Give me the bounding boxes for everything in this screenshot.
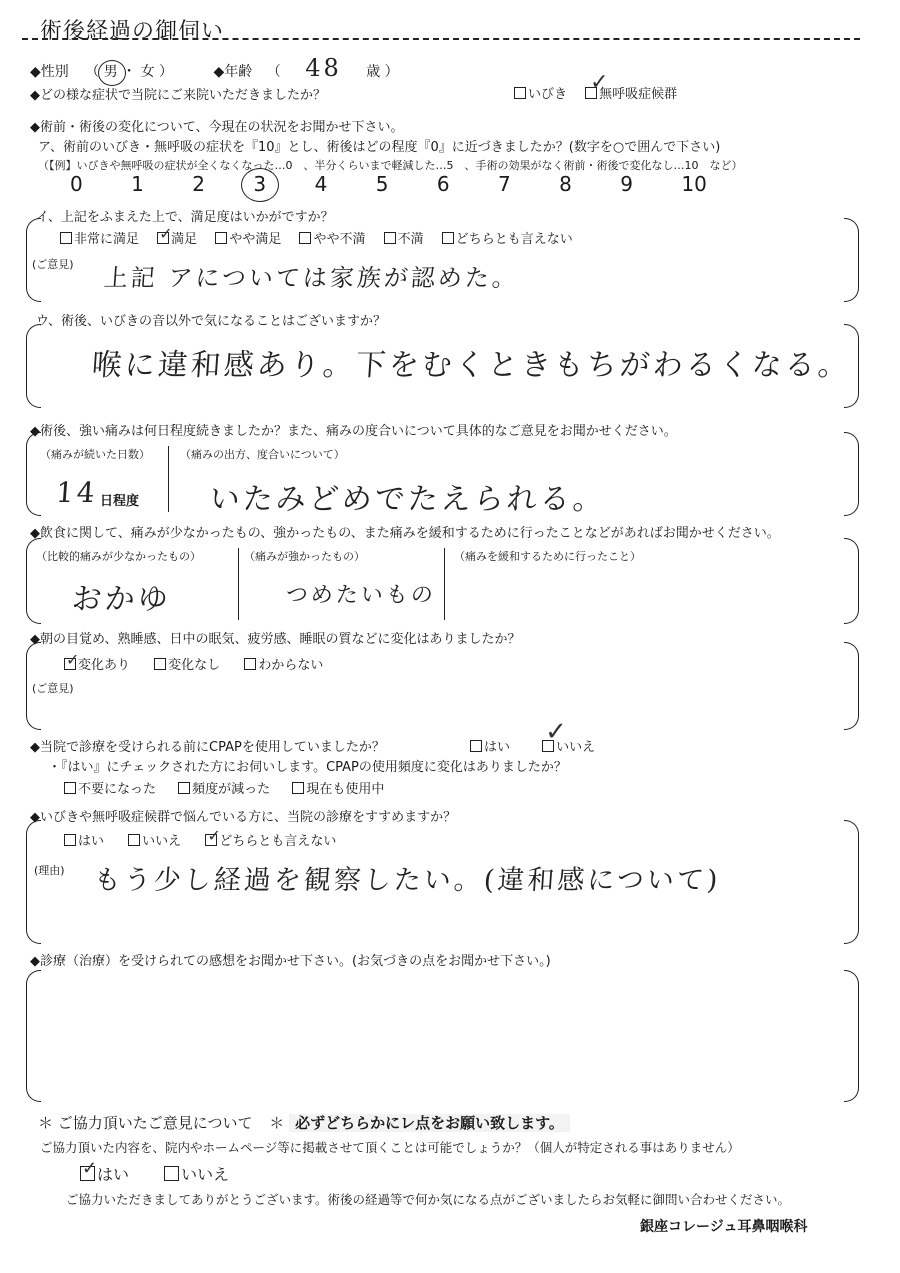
selection-circle xyxy=(98,60,126,86)
reason-label: (理由) xyxy=(34,864,65,877)
checkbox-icon xyxy=(128,834,140,846)
sleep-heading: ◆朝の目覚め、熟睡感、日中の眠気、疲労感、睡眠の質などに変化はありましたか？ xyxy=(30,632,521,647)
scale-9[interactable]: 9 xyxy=(620,172,633,196)
sex-female-option[interactable]: 女 xyxy=(140,64,155,80)
checkbox-icon xyxy=(542,717,567,752)
divider xyxy=(238,548,239,620)
checkbox-icon xyxy=(585,70,609,99)
bracket-left xyxy=(26,970,41,1102)
checkbox-icon xyxy=(64,782,76,794)
sex-row: ◆性別 （ 男 ・ 女 ） ◆年齢 （ 48 歳 ） xyxy=(30,54,399,82)
clinic-name: 銀座コレージュ耳鼻咽喉科 xyxy=(640,1219,808,1235)
checkbox-icon xyxy=(442,232,454,244)
cpap-heading: ◆当院で診療を受けられる前にCPAPを使用していましたか？ xyxy=(30,740,385,755)
bracket-left xyxy=(26,820,41,944)
satisfaction-option[interactable]: やや不満 xyxy=(299,232,365,247)
sleep-option[interactable]: わからない xyxy=(244,658,323,673)
opinion-label: (ご意見) xyxy=(32,682,74,695)
cpap-sub-option[interactable]: 現在も使用中 xyxy=(292,782,384,797)
bracket-left xyxy=(26,324,41,408)
pain-degree-label: （痛みの出方、度合いについて） xyxy=(180,448,345,461)
bracket-right xyxy=(844,642,859,730)
cpap-sub-option[interactable]: 不要になった xyxy=(64,782,156,797)
checkbox-icon xyxy=(299,232,311,244)
food-heading: ◆飲食に関して、痛みが少なかったもの、強かったもの、また痛みを緩和するために行ったことなどがあればお聞かせください。 xyxy=(30,526,780,541)
satisfaction-option[interactable]: 不満 xyxy=(384,232,424,247)
pain-days-value[interactable]: 14 xyxy=(54,476,99,509)
cpap-yes-option[interactable]: はい xyxy=(470,740,510,755)
bracket-right xyxy=(844,432,859,516)
symptom-apnea-option[interactable]: ✓ 無呼吸症候群 xyxy=(585,87,677,102)
cpap-sub-option[interactable]: 頻度が減った xyxy=(178,782,270,797)
check-mark-icon: ✓ xyxy=(590,70,609,95)
footer-thanks: ご協力いただきましてありがとうございます。術後の経過等で何か気になる点がございましたらお気軽に御問い合わせください。 xyxy=(66,1192,791,1207)
page-title: 術後経過の御伺い xyxy=(40,19,225,44)
satisfaction-option[interactable]: やや満足 xyxy=(215,232,281,247)
check-mark-icon: ✓ xyxy=(82,1158,98,1179)
footer-consent-heading: ＊ ご協力頂いたご意見について ＊ 必ずどちらかにレ点をお願い致します。 xyxy=(38,1112,570,1133)
opinion-label: (ご意見) xyxy=(32,258,74,271)
checkbox-icon xyxy=(154,658,166,670)
check-mark-icon: ✓ xyxy=(545,717,567,747)
impression-heading: ◆診療（治療）を受けられての感想をお聞かせ下さい。(お気づきの点をお聞かせ下さい。) xyxy=(30,954,551,969)
checkbox-icon xyxy=(60,232,72,244)
food-relief-label: （痛みを緩和するために行ったこと） xyxy=(454,550,641,563)
scale-6[interactable]: 6 xyxy=(436,172,450,196)
bracket-right xyxy=(844,970,859,1102)
scale-5[interactable]: 5 xyxy=(375,172,389,196)
bracket-left xyxy=(26,432,41,516)
title-divider xyxy=(22,38,860,40)
bracket-right xyxy=(844,218,859,302)
change-question-a: ア、術前のいびき・無呼吸の症状を『10』とし、術後はどの程度『0』に近づきましたか？(数字を○で囲んで下さい) xyxy=(38,140,721,155)
scale-7[interactable]: 7 xyxy=(497,172,511,196)
pain-days-label: （痛みが続いた日数） xyxy=(40,448,150,461)
sleep-option[interactable]: ✓ 変化あり xyxy=(66,650,131,673)
change-scale xyxy=(70,172,738,196)
checkbox-icon xyxy=(64,834,76,846)
scale-3[interactable]: 3 xyxy=(253,172,310,196)
scale-1[interactable]: 1 xyxy=(131,172,144,196)
pain-days-unit: 日程度 xyxy=(100,494,140,509)
check-mark-icon: ✓ xyxy=(159,224,173,243)
checkbox-icon xyxy=(292,782,304,794)
other-answer[interactable]: 喉に違和感あり。下をむくときもちがわるくなる。 xyxy=(90,348,852,383)
scale-4[interactable]: 4 xyxy=(314,172,328,196)
bracket-right xyxy=(844,538,859,624)
scale-10[interactable]: 10 xyxy=(681,172,707,196)
checkbox-icon xyxy=(205,826,221,846)
cpap-no-option[interactable]: ✓ いいえ xyxy=(542,740,595,755)
footer-question: ご協力頂いた内容を、院内やホームページ等に掲載させて頂くことは可能でしょうか？（個人が特定される事はありません） xyxy=(40,1140,740,1155)
symptom-options xyxy=(514,70,678,102)
satisfaction-options xyxy=(60,224,573,247)
cpap-sub-question: ・『はい』にチェックされた方にお伺いします。CPAPの使用頻度に変化はありましたか？ xyxy=(48,760,567,775)
recommend-options xyxy=(64,826,337,849)
recommend-option[interactable]: ✓ どちらとも言えない xyxy=(207,826,337,849)
change-heading: ◆術前・術後の変化について、今現在の状況をお聞かせ下さい。 xyxy=(30,120,404,135)
symptom-snoring-option[interactable]: いびき xyxy=(514,87,567,102)
consent-yes-option[interactable]: ✓ はい xyxy=(82,1158,130,1184)
checkbox-icon xyxy=(470,740,482,752)
sleep-options xyxy=(64,650,324,673)
satisfaction-option[interactable]: どちらとも言えない xyxy=(442,232,573,247)
check-mark-icon: ✓ xyxy=(66,650,80,669)
checkbox-icon xyxy=(64,650,80,670)
checkbox-icon xyxy=(514,87,526,99)
checkbox-icon xyxy=(244,658,256,670)
sex-male-option[interactable]: 男 xyxy=(104,64,118,80)
satisfaction-opinion[interactable]: 上記 アについては家族が認めた。 xyxy=(102,264,520,292)
divider xyxy=(168,446,169,512)
bracket-right xyxy=(844,820,859,944)
other-heading: ウ、術後、いびきの音以外で気になることはございますか？ xyxy=(36,314,386,329)
food-less-value[interactable]: おかゆ xyxy=(70,582,172,617)
scale-2[interactable]: 2 xyxy=(192,172,206,196)
consent-no-option[interactable]: いいえ xyxy=(164,1165,229,1184)
change-example: （【例】いびきや無呼吸の症状が全くなくなった…0 、半分くらいまで軽減した…5 、手術の効果がなく術前・術後で変化なし…10 など） xyxy=(38,159,743,172)
pain-heading: ◆術後、強い痛みは何日程度続きましたか？また、痛みの度合いについて具体的なご意見をお聞かせください。 xyxy=(30,424,677,439)
scale-8[interactable]: 8 xyxy=(559,172,572,196)
satisfaction-heading: イ、上記をふまえた上で、満足度はいかがですか？ xyxy=(36,210,334,225)
checkbox-icon xyxy=(215,232,227,244)
pain-degree-value[interactable]: いたみどめでたえられる。 xyxy=(208,482,607,517)
sleep-option[interactable]: 変化なし xyxy=(154,658,220,673)
selection-circle xyxy=(241,168,279,202)
food-strong-value[interactable]: つめたいもの xyxy=(284,583,437,608)
satisfaction-option[interactable]: 非常に満足 xyxy=(60,232,139,247)
recommend-heading: ◆いびきや無呼吸症候群で悩んでいる方に、当院の診療をすすめますか？ xyxy=(30,810,457,825)
checkbox-icon xyxy=(384,232,396,244)
scale-0[interactable]: 0 xyxy=(70,172,83,196)
age-value[interactable]: 48 xyxy=(305,54,342,82)
divider xyxy=(444,548,445,620)
cpap-options xyxy=(470,717,596,755)
cpap-sub-options xyxy=(64,778,384,797)
recommend-reason[interactable]: もう少し経過を観察したい。(違和感について) xyxy=(92,865,722,896)
checkbox-icon xyxy=(178,782,190,794)
recommend-option[interactable]: はい xyxy=(64,834,104,849)
food-less-label: （比較的痛みが少なかったもの） xyxy=(36,550,201,563)
food-strong-label: （痛みが強かったもの） xyxy=(244,550,365,563)
checkbox-icon xyxy=(157,224,173,244)
satisfaction-option[interactable]: ✓ 満足 xyxy=(159,224,198,247)
check-mark-icon: ✓ xyxy=(207,826,221,845)
checkbox-icon xyxy=(80,1158,98,1181)
checkbox-icon xyxy=(164,1166,179,1181)
recommend-option[interactable]: いいえ xyxy=(128,834,181,849)
footer-options xyxy=(80,1158,230,1185)
symptom-question: ◆どの様な症状で当院にご来院いただきましたか？ xyxy=(30,88,326,103)
